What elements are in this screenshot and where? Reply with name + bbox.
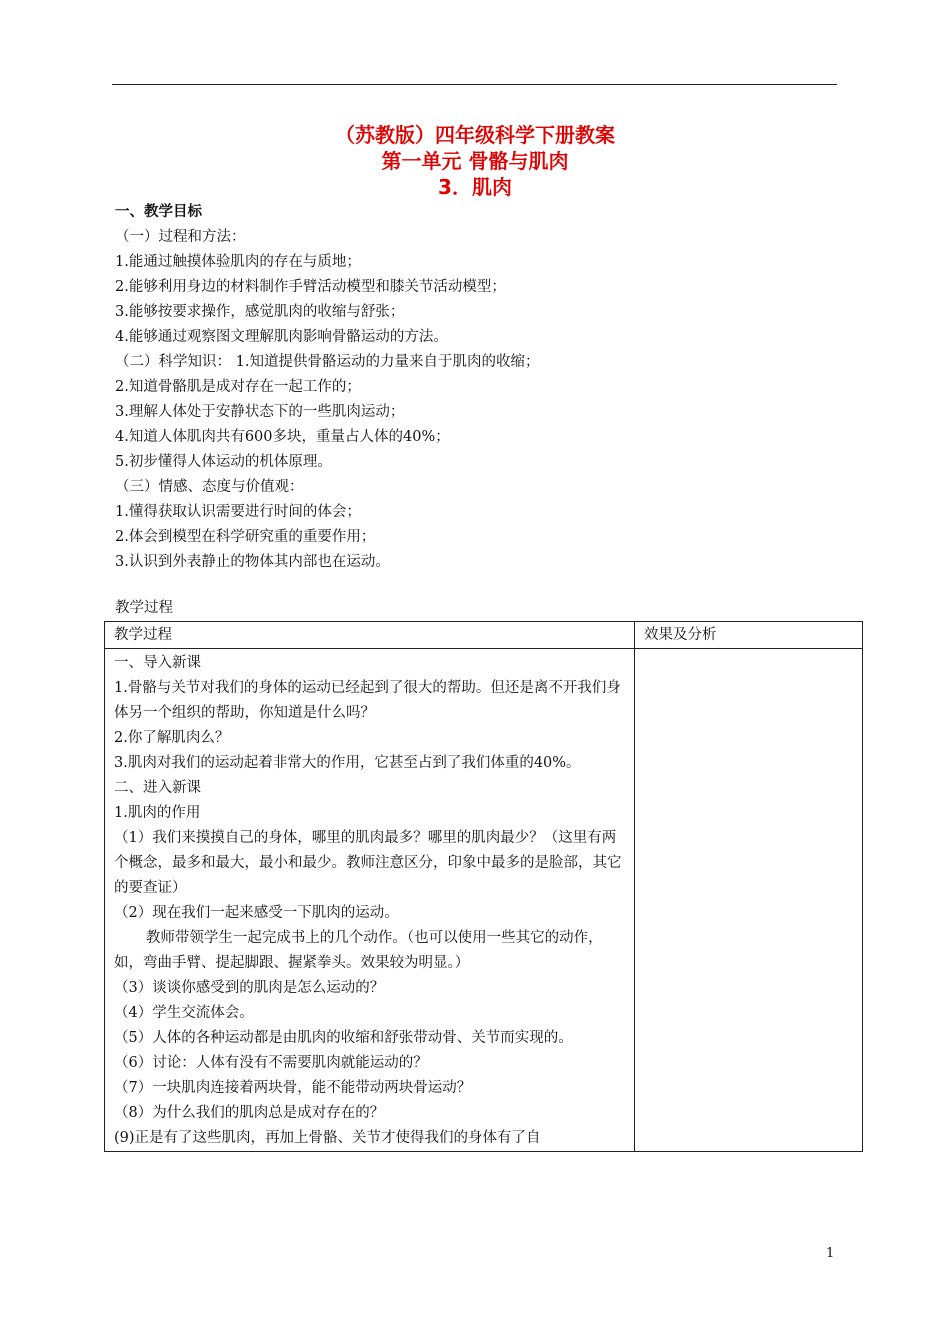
table-body-row — [105, 649, 863, 1152]
process-line: （6）讨论：人体有没有不需要肌肉就能运动的？ — [114, 1055, 428, 1071]
table-header-process: 教学过程 — [105, 622, 635, 649]
objective-line: 2.知道骨骼肌是成对存在一起工作的； — [115, 379, 361, 395]
process-line: （1）我们来摸摸自己的身体，哪里的肌肉最多？哪里的肌肉最少？（这里有两个概念，最多和最大，最小和最少。教师注意区分，印象中最多的是脸部，其它的要查证） — [114, 830, 622, 896]
process-line: 1.骨骼与关节对我们的身体的运动已经起到了很大的帮助。但还是离不开我们身体另一个组织的帮助，你知道是什么吗？ — [114, 680, 621, 721]
process-line: （2）现在我们一起来感受一下肌肉的运动。 — [114, 905, 399, 921]
objective-line: 3.能够按要求操作，感觉肌肉的收缩与舒张； — [115, 304, 405, 320]
process-line: 1.肌肉的作用 — [114, 805, 201, 821]
objectives-heading: 一、教学目标 — [115, 204, 202, 220]
process-line: （8）为什么我们的肌肉总是成对存在的？ — [114, 1105, 385, 1121]
process-line: （7）一块肌肉连接着两块骨，能不能带动两块骨运动？ — [114, 1080, 472, 1096]
process-line: （4）学生交流体会。 — [114, 1005, 254, 1021]
process-line: （5）人体的各种运动都是由肌肉的收缩和舒张带动骨、关节而实现的。 — [114, 1030, 573, 1046]
process-content-cell — [105, 649, 635, 1152]
document-title — [0, 122, 950, 200]
process-line: 3.肌肉对我们的运动起着非常大的作用，它甚至占到了我们体重的40%。 — [114, 755, 581, 771]
title-line-3: 3．肌肉 — [438, 175, 512, 199]
objective-line: 5.初步懂得人体运动的机体原理。 — [115, 454, 332, 470]
objective-line: （一）过程和方法： — [115, 229, 246, 245]
objective-line: 2.体会到模型在科学研究重的重要作用； — [115, 529, 376, 545]
header-rule — [112, 84, 837, 85]
process-label: 教学过程 — [115, 600, 173, 616]
page-number: 1 — [826, 1246, 835, 1261]
objective-line: 1.懂得获取认识需要进行时间的体会； — [115, 504, 361, 520]
objectives-section — [115, 200, 835, 575]
objective-line: 4.知道人体肌肉共有600多块，重量占人体的40%； — [115, 429, 450, 445]
title-line-1: （苏教版）四年级科学下册教案 — [335, 123, 615, 147]
objective-line: （二）科学知识： 1.知道提供骨骼运动的力量来自于肌肉的收缩； — [115, 354, 540, 370]
process-line: 教师带领学生一起完成书上的几个动作。（也可以使用一些其它的动作，如，弯曲手臂、提起脚跟、握紧拳头。效果较为明显。） — [114, 930, 603, 971]
analysis-cell — [635, 649, 863, 1152]
objective-line: 2.能够利用身边的材料制作手臂活动模型和膝关节活动模型； — [115, 279, 506, 295]
objective-line: 4.能够通过观察图文理解肌肉影响骨骼运动的方法。 — [115, 329, 448, 345]
objective-line: 1.能通过触摸体验肌肉的存在与质地； — [115, 254, 361, 270]
process-line: 一、导入新课 — [114, 655, 201, 671]
table-header-analysis: 效果及分析 — [635, 622, 863, 649]
process-line: 2.你了解肌肉么？ — [114, 730, 230, 746]
process-line: 二、进入新课 — [114, 780, 201, 796]
title-line-2: 第一单元 骨骼与肌肉 — [381, 149, 569, 173]
table-header-row — [105, 622, 863, 649]
objective-line: （三）情感、态度与价值观： — [115, 479, 304, 495]
objective-line: 3.理解人体处于安静状态下的一些肌肉运动； — [115, 404, 405, 420]
process-line: (9)正是有了这些肌肉，再加上骨骼、关节才使得我们的身体有了自 — [114, 1130, 541, 1146]
process-table — [104, 621, 863, 1152]
process-line: （3）谈谈你感受到的肌肉是怎么运动的？ — [114, 980, 385, 996]
objective-line: 3.认识到外表静止的物体其内部也在运动。 — [115, 554, 390, 570]
